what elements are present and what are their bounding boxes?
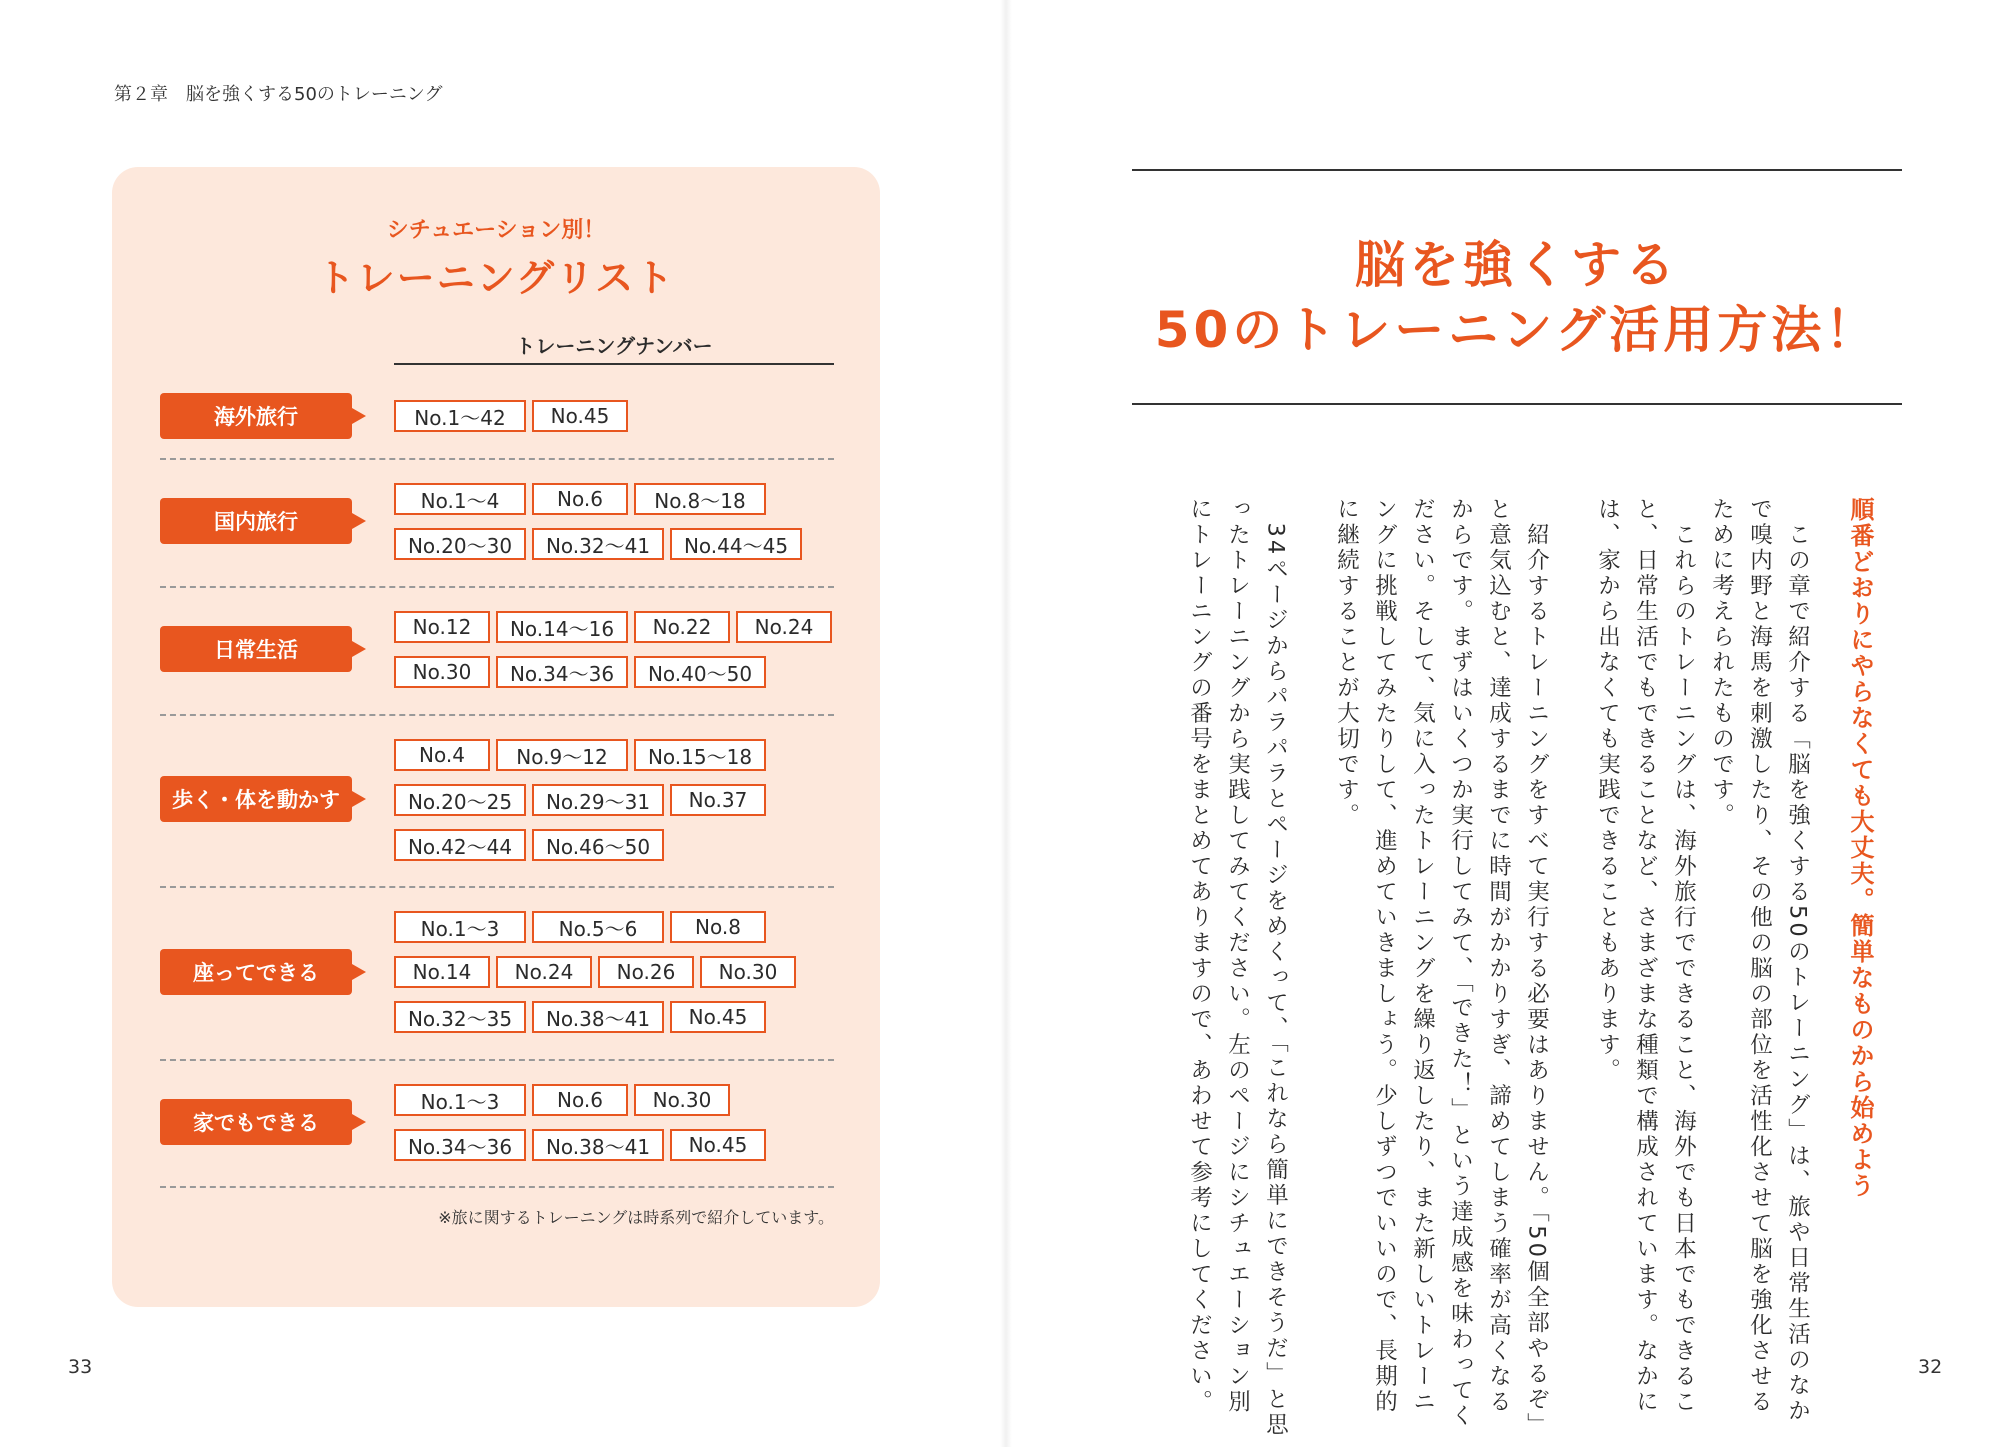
training-number: No.24 <box>736 611 832 643</box>
section-divider <box>160 586 834 588</box>
training-number: No.20〜30 <box>394 528 526 560</box>
page-title-line-1: 脳を強くする <box>1355 236 1679 294</box>
training-number: No.20〜25 <box>394 784 526 816</box>
book-gutter <box>1000 0 1012 1447</box>
section-divider <box>160 1186 834 1188</box>
panel-subtitle: シチュエーション別！ <box>386 218 606 243</box>
training-number: No.8 <box>670 911 766 943</box>
body-column: に継続することが大切です。 <box>1333 497 1360 829</box>
training-number: No.6 <box>532 1084 628 1116</box>
category-at-home: 家でもできる <box>160 1099 352 1145</box>
training-number: No.32〜35 <box>394 1001 526 1033</box>
category-while-seated: 座ってできる <box>160 949 352 995</box>
section-divider <box>160 1059 834 1061</box>
training-number: No.12 <box>394 611 490 643</box>
training-number: No.1〜3 <box>394 1084 526 1116</box>
body-column: からです。まずはいくつか実行してみて、「できた！」という達成感を味わってく <box>1447 497 1474 1430</box>
body-column: この章で紹介する「脳を強くする50のトレーニング」は、旅や日常生活のなか <box>1784 497 1811 1425</box>
training-number: No.29〜31 <box>532 784 664 816</box>
footnote: ※旅に関するトレーニングは時系列で紹介しています。 <box>438 1208 834 1227</box>
training-number: No.45 <box>670 1129 766 1161</box>
training-number: No.22 <box>634 611 730 643</box>
category-walking-moving: 歩く・体を動かす <box>160 776 352 822</box>
training-number: No.8〜18 <box>634 483 766 515</box>
section-divider <box>160 886 834 888</box>
body-column: は、家から出なくても実践できることもあります。 <box>1594 497 1621 1084</box>
page-number-left: 33 <box>68 1356 93 1378</box>
training-number: No.1〜4 <box>394 483 526 515</box>
title-rule-bottom <box>1132 403 1902 405</box>
training-number: No.30 <box>634 1084 730 1116</box>
body-column: 34ページからパラパラとページをめくって、「これなら簡単にできそうだ」と思 <box>1262 497 1289 1439</box>
training-number: No.30 <box>394 656 490 688</box>
body-column: と意気込むと、達成するまでに時間がかかりすぎ、諦めてしまう確率が高くなる <box>1485 497 1512 1415</box>
training-number: No.26 <box>598 956 694 988</box>
training-number: No.37 <box>670 784 766 816</box>
body-column: ングに挑戦してみたりして、進めていきましょう。少しずつでいいので、長期的 <box>1371 497 1398 1415</box>
running-head: 第２章 脳を強くする50のトレーニング <box>114 84 443 105</box>
training-number: No.6 <box>532 483 628 515</box>
training-number: No.40〜50 <box>634 656 766 688</box>
training-number: No.14 <box>394 956 490 988</box>
title-rule-top <box>1132 169 1902 171</box>
training-number: No.38〜41 <box>532 1001 664 1033</box>
body-column: 紹介するトレーニングをすべて実行する必要はありません。「50個全部やるぞ」 <box>1523 497 1550 1439</box>
training-number: No.45 <box>670 1001 766 1033</box>
training-number: No.14〜16 <box>496 611 628 643</box>
training-list-panel <box>112 167 880 1307</box>
body-column: ために考えられたものです。 <box>1708 497 1735 829</box>
training-number: No.42〜44 <box>394 829 526 861</box>
column-header: トレーニングナンバー <box>515 334 713 358</box>
training-number: No.9〜12 <box>496 739 628 771</box>
body-column: で嗅内野と海馬を刺激したり、その他の脳の部位を活性化させて脳を強化させる <box>1746 497 1773 1415</box>
page-title-line-2: 50のトレーニング活用方法！ <box>1154 301 1880 359</box>
category-domestic-travel: 国内旅行 <box>160 498 352 544</box>
headline: 順番どおりにやらなくても大丈夫。簡単なものから始めよう <box>1846 497 1874 1199</box>
training-number: No.30 <box>700 956 796 988</box>
training-number: No.32〜41 <box>532 528 664 560</box>
training-number: No.44〜45 <box>670 528 802 560</box>
training-number: No.38〜41 <box>532 1129 664 1161</box>
column-header-rule <box>394 363 834 365</box>
training-number: No.45 <box>532 400 628 432</box>
body-column: これらのトレーニングは、海外旅行でできること、海外でも日本でもできるこ <box>1670 497 1697 1415</box>
training-number: No.34〜36 <box>496 656 628 688</box>
training-number: No.5〜6 <box>532 911 664 943</box>
category-daily-life: 日常生活 <box>160 626 352 672</box>
page-number-right: 32 <box>1918 1356 1943 1378</box>
body-column: と、日常生活でもできることなど、さまざまな種類で構成されています。なかに <box>1632 497 1659 1415</box>
body-column: にトレーニングの番号をまとめてありますので、あわせて参考にしてください。 <box>1186 497 1213 1415</box>
section-divider <box>160 714 834 716</box>
training-number: No.1〜42 <box>394 400 526 432</box>
body-column: ださい。そして、気に入ったトレーニングを繰り返したり、また新しいトレーニ <box>1409 497 1436 1415</box>
section-divider <box>160 458 834 460</box>
body-column: ったトレーニングから実践してみてください。左のページにシチュエーション別 <box>1224 497 1251 1415</box>
training-number: No.34〜36 <box>394 1129 526 1161</box>
training-number: No.1〜3 <box>394 911 526 943</box>
training-number: No.15〜18 <box>634 739 766 771</box>
panel-title: トレーニングリスト <box>316 256 676 300</box>
training-number: No.46〜50 <box>532 829 664 861</box>
training-number: No.4 <box>394 739 490 771</box>
category-overseas-travel: 海外旅行 <box>160 393 352 439</box>
training-number: No.24 <box>496 956 592 988</box>
